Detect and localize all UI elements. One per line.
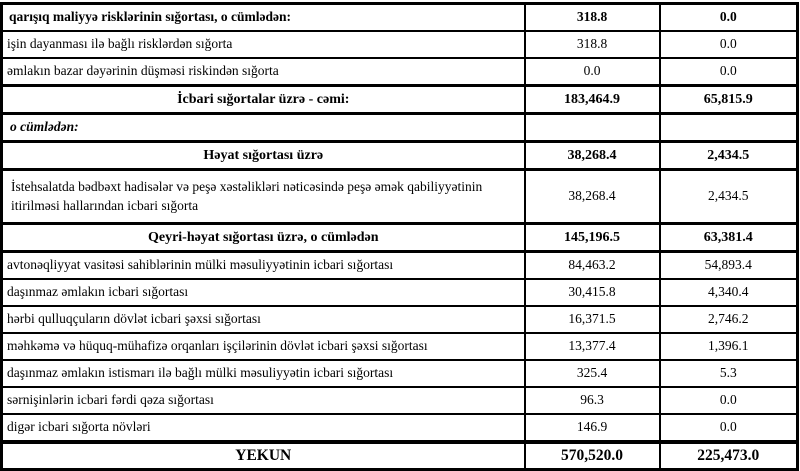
row-value-v2: 0.0 <box>660 58 798 86</box>
table-row <box>2 114 798 142</box>
row-value-v1: 325.4 <box>525 360 660 387</box>
row-value-v1: 16,371.5 <box>525 306 660 333</box>
row-value-v2: 0.0 <box>660 4 798 32</box>
insurance-table-body <box>2 4 798 470</box>
row-value-v2: 54,893.4 <box>660 252 798 280</box>
row-label: məhkəmə və hüquq-mühafizə orqanları işçilərinin dövlət icbari şəxsi sığortası <box>2 333 525 360</box>
row-value-v1: 13,377.4 <box>525 333 660 360</box>
row-label: daşınmaz əmlakın istismarı ilə bağlı mülki məsuliyyətin icbari sığortası <box>2 360 525 387</box>
row-value-v2: 0.0 <box>660 387 798 414</box>
row-value-v2: 65,815.9 <box>660 86 798 114</box>
row-value-v2: 0.0 <box>660 31 798 58</box>
section-row <box>2 86 798 114</box>
row-label: YEKUN <box>2 442 525 469</box>
row-label: hərbi qulluqçuların dövlət icbari şəxsi sığortası <box>2 306 525 333</box>
table-row <box>2 170 798 224</box>
row-value-v1: 318.8 <box>525 4 660 32</box>
row-value-v1: 570,520.0 <box>525 442 660 469</box>
row-value-v1: 0.0 <box>525 58 660 86</box>
row-value-v1: 96.3 <box>525 387 660 414</box>
row-label: işin dayanması ilə bağlı risklərdən sığorta <box>2 31 525 58</box>
table-row <box>2 414 798 442</box>
row-value-v2 <box>660 114 798 142</box>
row-label: avtonəqliyyat vasitəsi sahiblərinin mülki məsuliyyətinin icbari sığortası <box>2 252 525 280</box>
row-label: sərnişinlərin icbari fərdi qəza sığortası <box>2 387 525 414</box>
row-label: əmlakın bazar dəyərinin düşməsi riskindən sığorta <box>2 58 525 86</box>
table-row <box>2 333 798 360</box>
section-row <box>2 142 798 170</box>
row-label: digər icbari sığorta növləri <box>2 414 525 442</box>
table-row <box>2 252 798 280</box>
table-row <box>2 4 798 32</box>
row-value-v1: 30,415.8 <box>525 279 660 306</box>
total-row <box>2 442 798 469</box>
table-row <box>2 306 798 333</box>
row-label: Həyat sığortası üzrə <box>2 142 525 170</box>
table-row <box>2 360 798 387</box>
table-row <box>2 58 798 86</box>
row-value-v1: 38,268.4 <box>525 142 660 170</box>
row-label: İstehsalatda bədbəxt hadisələr və peşə xəstəlikləri nəticəsində peşə əmək qabiliyyətinin itirilməsi hallarından icbari sığorta <box>2 170 525 224</box>
row-value-v1: 145,196.5 <box>525 224 660 252</box>
table-row <box>2 387 798 414</box>
row-value-v2: 2,434.5 <box>660 170 798 224</box>
table-row <box>2 31 798 58</box>
row-value-v1: 38,268.4 <box>525 170 660 224</box>
section-row <box>2 224 798 252</box>
row-label: İcbari sığortalar üzrə - cəmi: <box>2 86 525 114</box>
row-value-v1: 318.8 <box>525 31 660 58</box>
row-value-v2: 5.3 <box>660 360 798 387</box>
row-value-v1: 146.9 <box>525 414 660 442</box>
row-value-v2: 63,381.4 <box>660 224 798 252</box>
row-value-v2: 225,473.0 <box>660 442 798 469</box>
row-value-v2: 1,396.1 <box>660 333 798 360</box>
row-label: o cümlədən: <box>2 114 525 142</box>
row-value-v2: 2,746.2 <box>660 306 798 333</box>
insurance-premiums-table <box>0 2 799 471</box>
table-row <box>2 279 798 306</box>
row-label: daşınmaz əmlakın icbari sığortası <box>2 279 525 306</box>
row-value-v1: 84,463.2 <box>525 252 660 280</box>
row-value-v2: 2,434.5 <box>660 142 798 170</box>
row-value-v1: 183,464.9 <box>525 86 660 114</box>
row-label: qarışıq maliyyə risklərinin sığortası, o cümlədən: <box>2 4 525 32</box>
row-value-v2: 4,340.4 <box>660 279 798 306</box>
row-label: Qeyri-həyat sığortası üzrə, o cümlədən <box>2 224 525 252</box>
row-value-v1 <box>525 114 660 142</box>
row-value-v2: 0.0 <box>660 414 798 442</box>
